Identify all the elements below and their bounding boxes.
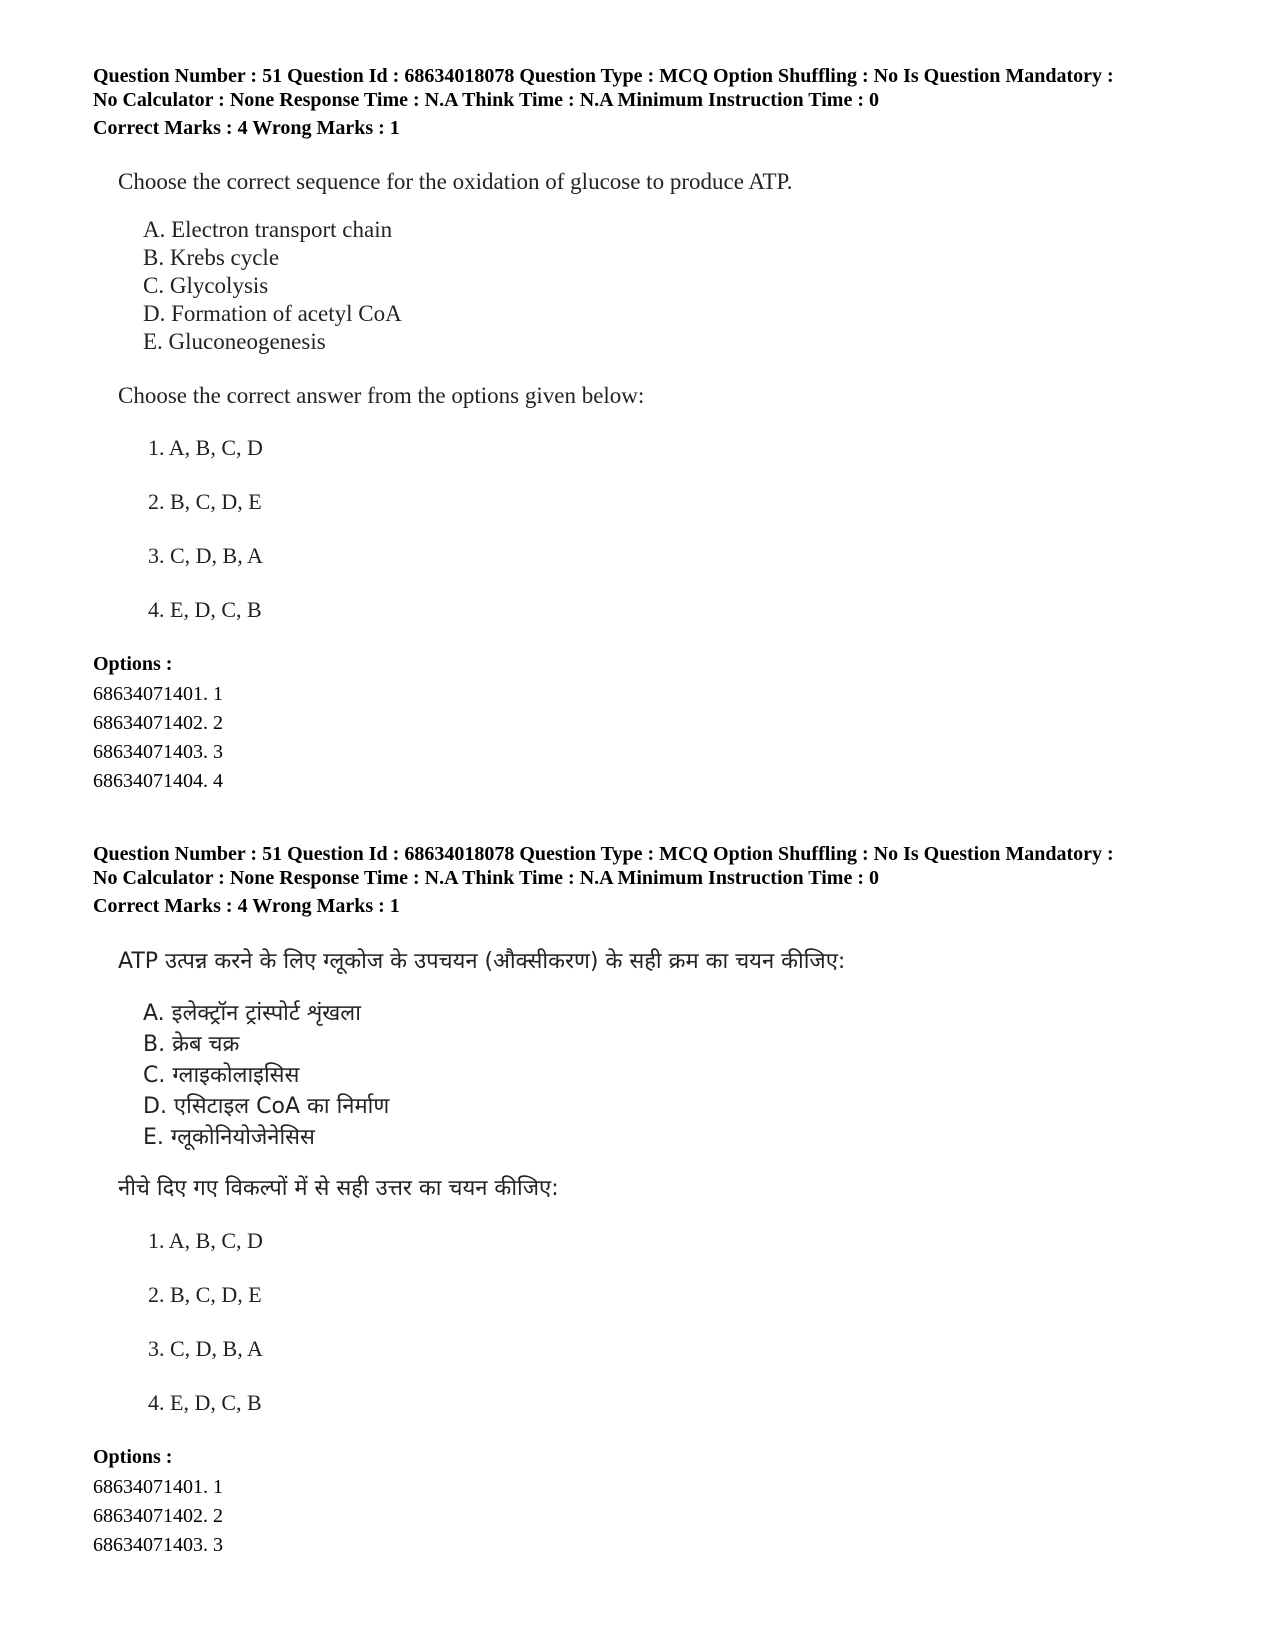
statement-item-e: E. ग्लूकोनियोजेनेसिस	[143, 1125, 315, 1150]
option-id-3: 68634071403. 3	[93, 1534, 223, 1556]
choice-item-2: 2. B, C, D, E	[148, 1282, 262, 1307]
choice-item-1: 1. A, B, C, D	[148, 1228, 263, 1253]
options-list	[93, 680, 1223, 796]
answer-instruction: नीचे दिए गए विकल्पों में से सही उत्तर का चयन कीजिए:	[118, 1176, 559, 1201]
question-text: Choose the correct sequence for the oxidation of glucose to produce ATP.	[118, 169, 793, 194]
statement-item-b: B. Krebs cycle	[143, 245, 280, 270]
choice-item-3: 3. C, D, B, A	[148, 1336, 263, 1361]
statement-item-e: E. Gluconeogenesis	[143, 329, 326, 354]
choice-item-4: 4. E, D, C, B	[148, 1390, 262, 1415]
statement-list	[143, 998, 1223, 1153]
option-id-4: 68634071404. 4	[93, 770, 223, 792]
options-label: Options :	[93, 653, 173, 675]
statement-item-a: A. Electron transport chain	[143, 217, 393, 242]
statement-item-b: B. क्रेब चक्र	[143, 1032, 240, 1057]
question-meta-line-1: Question Number : 51 Question Id : 68634018078 Question Type : MCQ Option Shuffling : No Is Question Mandatory :	[93, 65, 1114, 87]
question-meta-line-1: Question Number : 51 Question Id : 68634018078 Question Type : MCQ Option Shuffling : No Is Question Mandatory :	[93, 843, 1114, 865]
statement-item-c: C. Glycolysis	[143, 273, 269, 298]
options-list	[93, 1473, 1223, 1560]
statement-item-d: D. Formation of acetyl CoA	[143, 301, 402, 326]
option-id-1: 68634071401. 1	[93, 683, 223, 705]
statement-list	[143, 216, 1223, 356]
choice-item-4: 4. E, D, C, B	[148, 597, 262, 622]
choice-list	[148, 1227, 1223, 1417]
statement-item-c: C. ग्लाइकोलाइसिस	[143, 1063, 300, 1088]
choice-item-3: 3. C, D, B, A	[148, 543, 263, 568]
choice-item-1: 1. A, B, C, D	[148, 435, 263, 460]
choice-item-2: 2. B, C, D, E	[148, 489, 262, 514]
question-block-hindi	[93, 842, 1223, 1560]
question-meta-line-2: No Calculator : None Response Time : N.A Think Time : N.A Minimum Instruction Time : 0	[93, 89, 879, 111]
answer-instruction: Choose the correct answer from the options given below:	[118, 383, 645, 408]
option-id-2: 68634071402. 2	[93, 1505, 223, 1527]
question-meta	[93, 842, 1223, 890]
choice-list	[148, 434, 1223, 624]
statement-item-a: A. इलेक्ट्रॉन ट्रांस्पोर्ट शृंखला	[143, 1001, 361, 1026]
option-id-2: 68634071402. 2	[93, 712, 223, 734]
options-label: Options :	[93, 1446, 173, 1468]
marks-line: Correct Marks : 4 Wrong Marks : 1	[93, 117, 400, 139]
question-block-english	[93, 64, 1223, 796]
marks-line: Correct Marks : 4 Wrong Marks : 1	[93, 895, 400, 917]
option-id-1: 68634071401. 1	[93, 1476, 223, 1498]
option-id-3: 68634071403. 3	[93, 741, 223, 763]
question-text: ATP उत्पन्न करने के लिए ग्लूकोज के उपचयन (औक्सीकरण) के सही क्रम का चयन कीजिए:	[118, 949, 846, 974]
statement-item-d: D. एसिटाइल CoA का निर्माण	[143, 1094, 390, 1119]
question-meta	[93, 64, 1223, 112]
question-meta-line-2: No Calculator : None Response Time : N.A Think Time : N.A Minimum Instruction Time : 0	[93, 867, 879, 889]
